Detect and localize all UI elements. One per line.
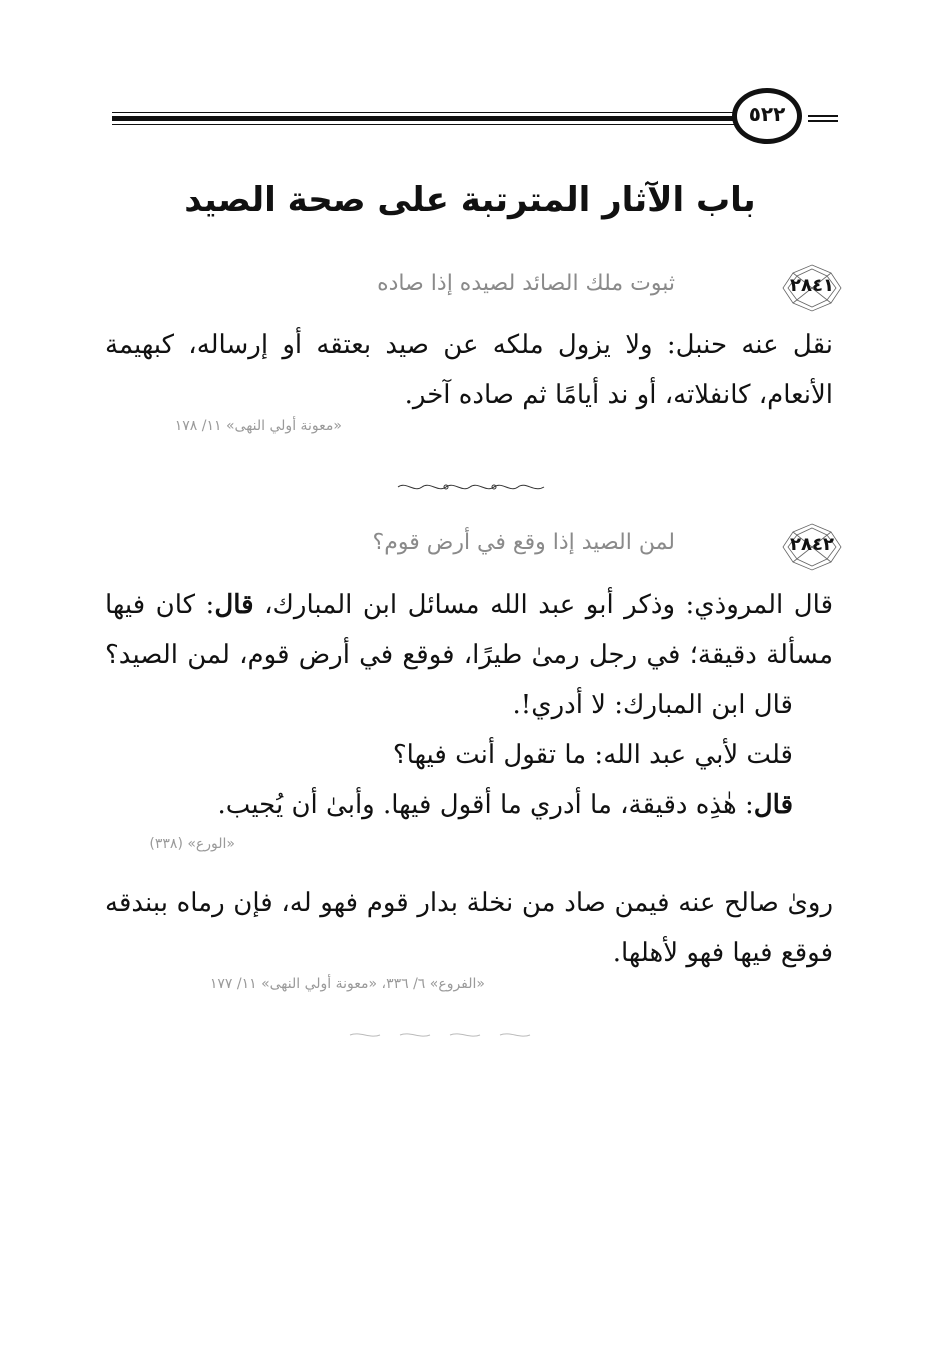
text-run: : كان فيها [105, 590, 215, 620]
text-run: : هٰذِه دقيقة، ما أدري ما أقول فيها. وأبىٰ أن يُجيب. [217, 790, 754, 820]
section-heading-2841 [100, 263, 845, 313]
header-rule [112, 112, 737, 126]
bold-text-run: قال [753, 790, 793, 820]
section-number-badge [779, 522, 845, 572]
header-rule-tail [808, 115, 838, 123]
text-run: قال المروذي: وذكر أبو عبد الله مسائل ابن المبارك، [264, 590, 834, 620]
paragraph-line: مسألة دقيقة؛ في رجل رمىٰ طيرًا، فوقع في أرض قوم، لمن الصيد؟ [105, 640, 833, 670]
section-title: ثبوت ملك الصائد لصيده إذا صاده [377, 271, 675, 296]
section-number-badge [779, 263, 845, 313]
source-citation: «الفروع» ٦/ ٣٣٦، «معونة أولي النهى» ١١/ ١٧٧ [209, 976, 485, 992]
paragraph-line: قلت لأبي عبد الله: ما تقول أنت فيها؟ [392, 740, 793, 770]
bold-text-run: قال [214, 590, 254, 620]
paragraph [105, 320, 833, 420]
paragraph-line [105, 780, 833, 830]
paragraph-line: روىٰ صالح عنه فيمن صاد من نخلة بدار قوم فهو له، فإن رماه ببندقه [105, 888, 833, 918]
section-number: ٢٨٤١ [790, 275, 834, 296]
paragraph-line: الأنعام، كانفلاته، أو ند أيامًا ثم صاده آخر. [404, 380, 833, 410]
paragraph [105, 580, 833, 830]
page-number: ٥٢٢ [748, 102, 786, 126]
page-number-medallion [732, 88, 808, 148]
section-number: ٢٨٤٢ [790, 534, 834, 555]
section-heading-2842 [100, 522, 845, 572]
ornament-divider-icon [396, 480, 546, 494]
faded-ornament-icon [340, 1030, 560, 1040]
section-title: لمن الصيد إذا وقع في أرض قوم؟ [372, 530, 675, 555]
paragraph-line: قال ابن المبارك: لا أدري!. [512, 690, 793, 720]
source-citation: «معونة أولي النهى» ١١/ ١٧٨ [174, 418, 342, 434]
source-citation: «الورع» (٣٣٨) [149, 836, 235, 852]
paragraph-line [105, 580, 833, 630]
paragraph [105, 878, 833, 978]
chapter-title: باب الآثار المترتبة على صحة الصيد [184, 180, 756, 220]
paragraph-line: نقل عنه حنبل: ولا يزول ملكه عن صيد بعتقه أو إرساله، كبهيمة [105, 330, 833, 360]
paragraph-line: فوقع فيها فهو لأهلها. [612, 938, 833, 968]
